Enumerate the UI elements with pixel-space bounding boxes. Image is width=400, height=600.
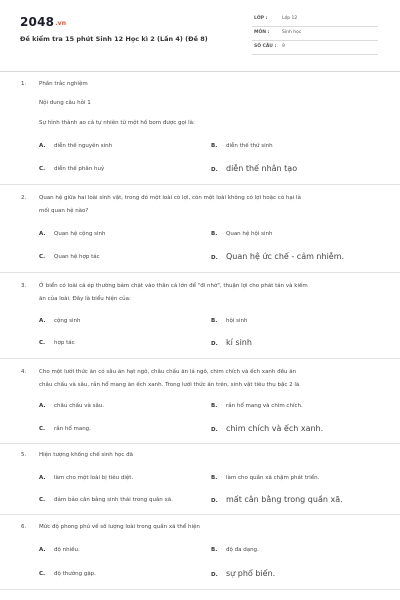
option-c[interactable]: C. hợp tác (39, 340, 75, 346)
option-a[interactable]: A. Quan hệ cộng sinh (39, 231, 106, 237)
question-divider (0, 589, 400, 590)
option-b[interactable]: B. làm cho quần xã chậm phát triển. (211, 475, 320, 481)
site-logo[interactable]: 2048.vn (20, 15, 67, 29)
option-c[interactable]: C. rắn hổ mang. (39, 426, 91, 432)
option-b[interactable]: B. Quan hệ hội sinh (211, 231, 273, 237)
option-c[interactable]: C. đảm bảo cân bằng sinh thái trong quần xã. (39, 497, 173, 503)
meta-subject: MÔN : Sinh học (252, 27, 378, 41)
option-a[interactable]: A. cộng sinh (39, 318, 81, 324)
meta-class: LỚP : Lớp 12 (252, 13, 378, 27)
option-d[interactable]: D. chim chích và ếch xanh. (211, 424, 324, 433)
question-divider (0, 443, 400, 444)
option-d[interactable]: D. Quan hệ ức chế - cảm nhiễm. (211, 252, 345, 261)
option-c[interactable]: C. độ thường gặp. (39, 571, 96, 577)
exam-meta (252, 13, 378, 55)
option-b[interactable]: B. diễn thế thứ sinh (211, 143, 273, 149)
option-a[interactable]: A. độ nhiều. (39, 547, 80, 553)
option-a[interactable]: A. diễn thế nguyên sinh (39, 143, 113, 149)
option-d[interactable]: D. diễn thế nhân tạo (211, 164, 298, 173)
exam-page: 2048.vn Đề kiểm tra 15 phút Sinh 12 Học kì 2 (Lần 4) (Đề 8) LỚP : Lớp 12 MÔN : Sinh học SỐ CÂU : 9 1. Phần trắc nghiệm Nội dung câu hỏi 1 Sự hình thành ao cá tự nhiên từ một hố bom được gọi là: A. diễn thế nguyên sinh B. diễn thế thứ sinh C. diễn thế phân huỷ D. diễn thế nhân tạo 2. Quan hệ giữa hai loài sinh vật, trong đó một loài có lợi, còn một loài không có lợi hoặc có hại là mối quan hệ nào? A. Quan hệ cộng sinh B. Quan hệ hội sinh C. Quan hệ hợp tác D. Quan hệ ức chế - cảm nhiễm. 3. Ở biển có loài cá ép thường bám chặt vào thân cá lớn để "đi nhờ", thuận lợi cho phát tán và kiếm ăn của loài. Đây là biểu hiện của: A. cộng sinh B. hội sinh C. hợp tác D. kí sinh 4. Cho một lưới thức ăn có sâu ăn hạt ngô, châu chấu ăn lá ngô, chim chích và ếch xanh đều ăn châu chấu và sâu, rắn hổ mang ăn ếch xanh. Trong lưới thức ăn trên, sinh vật tiêu thụ bậc 2 là A. châu chấu và sâu. B. rắn hổ mang và chim chích. C. rắn hổ mang. D. chim chích và ếch xanh. 5. Hiện tượng khống chế sinh học đã A. làm cho một loài bị tiêu diệt. B. làm cho quần xã chậm phát triển. C. đảm bảo cân bằng sinh thái trong quần xã. D. mất cân bằng trong quần xã. 6. Mức độ phong phú về số lượng loài trong quần xã thể hiện A. độ nhiều. B. độ đa dạng. C. độ thường gặp. D. sự phổ biến. (0, 0, 400, 600)
meta-question-count: SỐ CÂU : 9 (252, 41, 378, 55)
option-d[interactable]: D. sự phổ biến. (211, 569, 276, 578)
option-a[interactable]: A. châu chấu và sâu. (39, 403, 105, 409)
question-divider (0, 514, 400, 515)
question-divider (0, 358, 400, 359)
option-c[interactable]: C. Quan hệ hợp tác (39, 254, 100, 260)
header (0, 0, 400, 66)
option-d[interactable]: D. kí sinh (211, 338, 252, 347)
option-c[interactable]: C. diễn thế phân huỷ (39, 166, 105, 172)
page-title: Đề kiểm tra 15 phút Sinh 12 Học kì 2 (Lần 4) (Đề 8) (20, 35, 208, 43)
option-d[interactable]: D. mất cân bằng trong quần xã. (211, 495, 343, 504)
option-a[interactable]: A. làm cho một loài bị tiêu diệt. (39, 475, 134, 481)
question-divider (0, 272, 400, 273)
header-divider (0, 71, 400, 72)
option-b[interactable]: B. rắn hổ mang và chim chích. (211, 403, 303, 409)
question-divider (0, 184, 400, 185)
option-b[interactable]: B. độ đa dạng. (211, 547, 259, 553)
option-b[interactable]: B. hội sinh (211, 318, 248, 324)
